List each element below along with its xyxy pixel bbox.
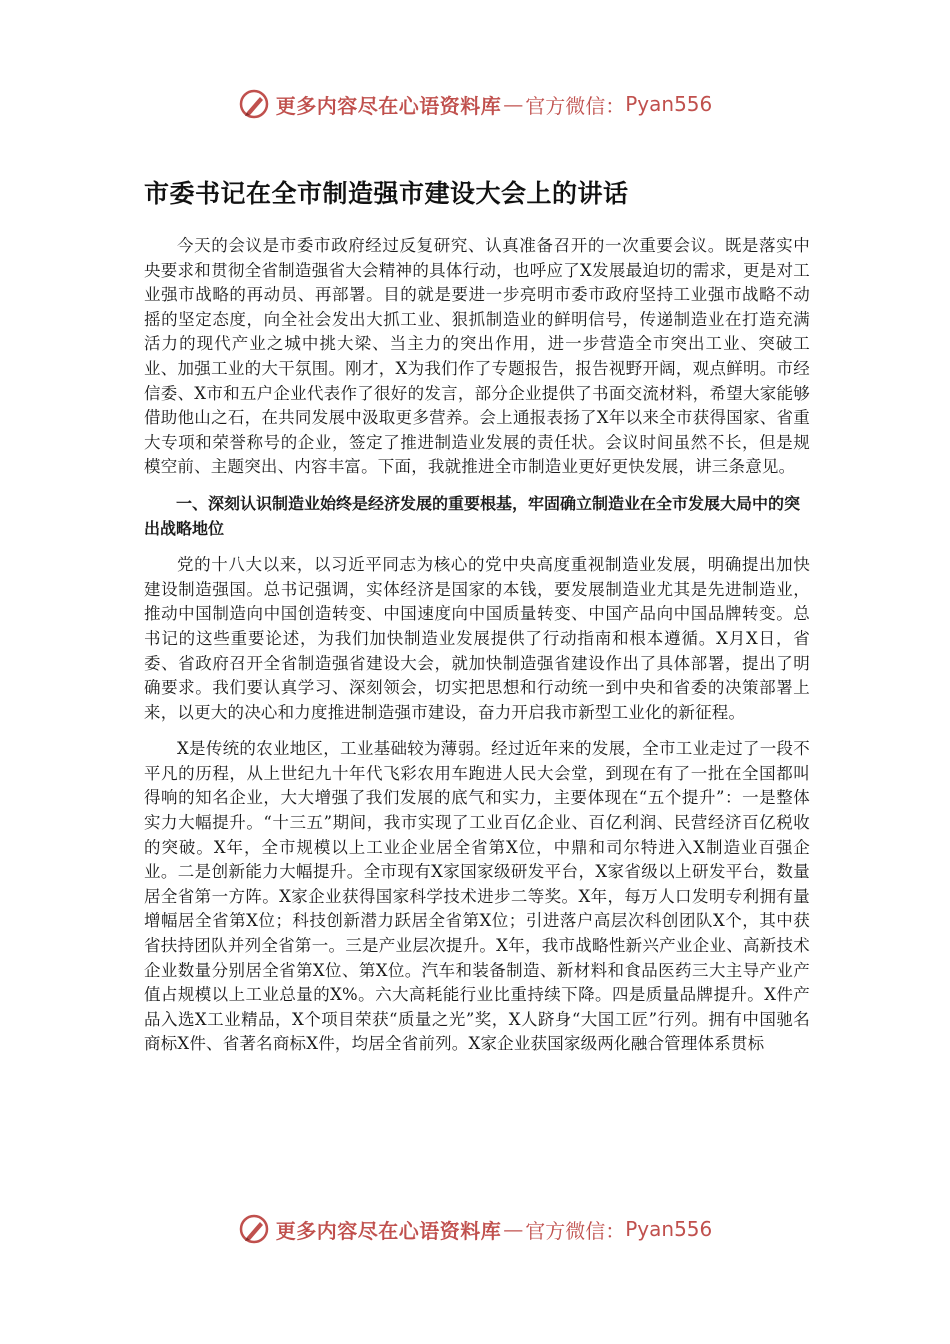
section-1-paragraph-2: X是传统的农业地区，工业基础较为薄弱。经过近年来的发展，全市工业走过了一段不平凡的历程，从上世纪九十年代飞彩农用车跑进人民大会堂，到现在有了一批在全国都叫得响的知名企业，大大增强了我们发展的底气和实力，主要体现在“五个提升”：一是整体实力大幅提升。“十三五”期间，我市实现了工业百亿企业、百亿利润、民营经济百亿税收的突破。X年，全市规模以上工业企业居全省第X位，中鼎和司尔特进入X制造业百强企业。二是创新能力大幅提升。全市现有X家国家级研发平台，X家省级以上研发平台，数量居全省第一方阵。X家企业获得国家科学技术进步二等奖。X年，每万人口发明专利拥有量增幅居全省第X位；科技创新潜力跃居全省第X位；引进落户高层次科创团队X个，其中获省扶持团队并列全省第一。三是产业层次提升。X年，我市战略性新兴产业企业、高新技术企业数量分别居全省第X位、第X位。汽车和装备制造、新材料和食品医药三大主导产业产值占规模以上工业总量的X%。六大高耗能行业比重持续下降。四是质量品牌提升。X件产品入选X工业精品，X个项目荣获“质量之光”奖，X人跻身“大国工匠”行列。拥有中国驰名商标X件、省著名商标X件，均居全省前列。X家企业获国家级两化融合管理体系贯标: [144, 739, 810, 1054]
watermark-wechat-label: 官方微信：: [525, 1218, 626, 1243]
watermark-separator: —: [503, 92, 524, 116]
watermark-wechat-label: 官方微信：: [525, 93, 626, 118]
pen-logo-icon: [238, 88, 270, 120]
intro-paragraph: 今天的会议是市委市政府经过反复研究、认真准备召开的一次重要会议。既是落实中央要求和贯彻全省制造强省大会精神的具体行动，也呼应了X发展最迫切的需求，更是对工业强市战略的再动员、再部署。目的就是要进一步亮明市委市政府坚持工业强市战略不动摇的坚定态度，向全社会发出大抓工业、狠抓制造业的鲜明信号，传递制造业在打造充满活力的现代产业之城中挑大梁、当主力的突出作用，进一步营造全市突出工业、突破工业、加强工业的大干氛围。刚才，X为我们作了专题报告，报告视野开阔，观点鲜明。市经信委、X市和五户企业代表作了很好的发言，部分企业提供了书面交流材料，希望大家能够借助他山之石，在共同发展中汲取更多营养。会上通报表扬了X年以来全市获得国家、省重大专项和荣誉称号的企业，签定了推进制造业发展的责任状。会议时间虽然不长，但是规模空前、主题突出、内容丰富。下面，我就推进全市制造业更好更快发展，讲三条意见。: [144, 236, 810, 477]
watermark-banner-bottom: [0, 1209, 950, 1249]
section-1-paragraph-1: 党的十八大以来，以习近平同志为核心的党中央高度重视制造业发展，明确提出加快建设制造强国。总书记强调，实体经济是国家的本钱，要发展制造业尤其是先进制造业，推动中国制造向中国创造转变、中国速度向中国质量转变、中国产品向中国品牌转变。总书记的这些重要论述，为我们加快制造业发展提供了行动指南和根本遵循。X月X日，省委、省政府召开全省制造强省建设大会，就加快制造强省建设作出了具体部署，提出了明确要求。我们要认真学习、深刻领会，切实把思想和行动统一到中央和省委的决策部署上来，以更大的决心和力度推进制造强市建设，奋力开启我市新型工业化的新征程。: [144, 555, 810, 722]
section-1-heading: 一、深刻认识制造业始终是经济发展的重要根基，牢固确立制造业在全市发展大局中的突出战略地位: [144, 493, 801, 538]
pen-logo-icon: [238, 1213, 270, 1245]
document-title: 市委书记在全市制造强市建设大会上的讲话: [144, 179, 629, 208]
watermark-text: 更多内容尽在心语资料库: [275, 1218, 502, 1243]
watermark-banner-top: [0, 84, 950, 124]
watermark-wechat-id: Pyan556: [625, 1217, 713, 1241]
document-body: [144, 176, 810, 1069]
watermark-wechat-id: Pyan556: [625, 92, 713, 116]
watermark-separator: —: [503, 1217, 524, 1241]
watermark-text: 更多内容尽在心语资料库: [275, 93, 502, 118]
